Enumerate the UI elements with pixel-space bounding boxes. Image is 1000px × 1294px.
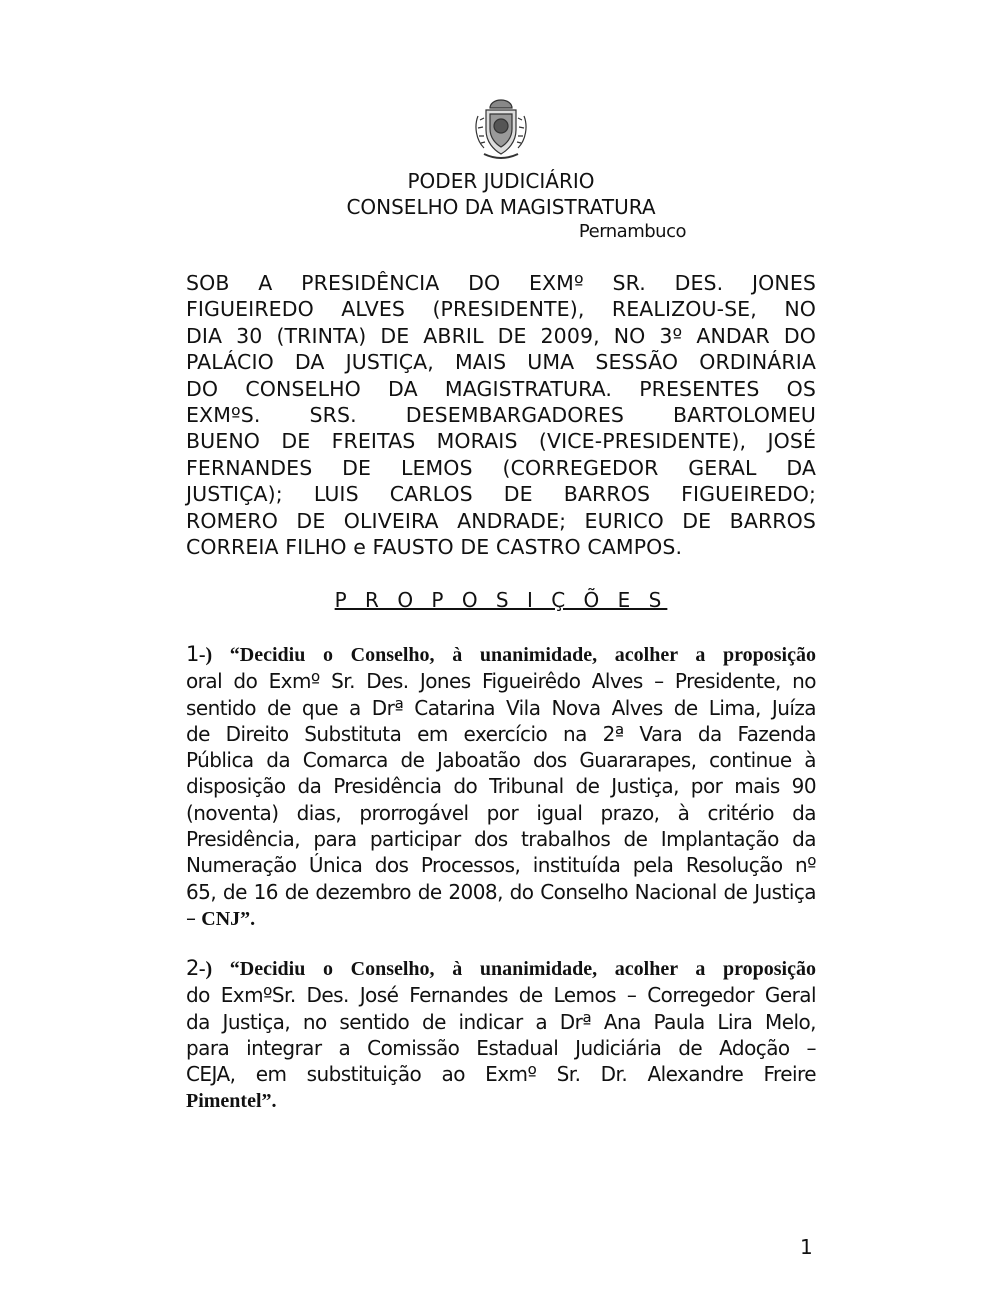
proposition-line: sentido de que a Drª Catarina Vila Nova Alves de Lima, Juíza — [186, 695, 816, 720]
proposition-number: 2 — [186, 956, 199, 980]
proposition-line: de Direito Substituta em exercício na 2ª Vara da Fazenda — [186, 721, 816, 746]
proposition-closing-line — [186, 1087, 816, 1114]
intro-line: JUSTIÇA); LUIS CARLOS DE BARROS FIGUEIREDO; — [186, 482, 816, 507]
proposition-lead: -) “Decidiu o Conselho, à unanimidade, acolher a proposição — [198, 644, 816, 666]
page-number: 1 — [800, 1235, 813, 1259]
intro-line: FIGUEIREDO ALVES (PRESIDENTE), REALIZOU-SE, NO — [186, 297, 816, 322]
proposition-line: do ExmºSr. Des. José Fernandes de Lemos – Corregedor Geral — [186, 983, 816, 1008]
intro-line: BUENO DE FREITAS MORAIS (VICE-PRESIDENTE), JOSÉ — [186, 429, 816, 454]
proposition-number: 1 — [186, 642, 199, 666]
header-state: Pernambuco — [578, 221, 686, 242]
proposition-line: da Justiça, no sentido de indicar a Drª Ana Paula Lira Melo, — [186, 1009, 816, 1034]
section-title-proposicoes: P R O P O S I Ç Õ E S — [334, 588, 668, 612]
proposition-line: Presidência, para participar dos trabalhos de Implantação da — [186, 827, 816, 852]
proposition-line: 65, de 16 de dezembro de 2008, do Conselho Nacional de Justiça — [186, 879, 816, 904]
coat-of-arms-icon — [472, 96, 530, 160]
intro-line: SOB A PRESIDÊNCIA DO EXMº SR. DES. JONES — [186, 271, 816, 295]
proposition-line: disposição da Presidência do Tribunal de Justiça, por mais 90 — [186, 774, 816, 799]
intro-line: DO CONSELHO DA MAGISTRATURA. PRESENTES OS — [186, 376, 816, 401]
proposition-2 — [186, 955, 816, 1115]
proposition-line: oral do Exmº Sr. Des. Jones Figueirêdo Alves – Presidente, no — [186, 669, 816, 694]
proposition-lead-line — [186, 955, 816, 982]
proposition-line: Pública da Comarca de Jaboatão dos Guararapes, continue à — [186, 748, 816, 773]
closing-bold-text: CNJ”. — [201, 907, 256, 930]
header-council: CONSELHO DA MAGISTRATURA — [346, 195, 656, 219]
intro-line: ROMERO DE OLIVEIRA ANDRADE; EURICO DE BARROS — [186, 508, 816, 533]
proposition-line: CEJA, em substituição ao Exmº Sr. Dr. Alexandre Freire — [186, 1062, 816, 1087]
intro-line: DIA 30 (TRINTA) DE ABRIL DE 2009, NO 3º ANDAR DO — [186, 323, 816, 348]
intro-line: FERNANDES DE LEMOS (CORREGEDOR GERAL DA — [186, 455, 816, 480]
header-institution: PODER JUDICIÁRIO — [407, 169, 595, 193]
proposition-line: (noventa) dias, prorrogável por igual prazo, à critério da — [186, 800, 816, 825]
proposition-lead-line — [186, 641, 816, 668]
proposition-line: para integrar a Comissão Estadual Judiciária de Adoção – — [186, 1035, 816, 1060]
proposition-closing-line — [186, 905, 816, 932]
closing-bold-text: Pimentel”. — [186, 1090, 277, 1113]
intro-line: CORREIA FILHO e FAUSTO DE CASTRO CAMPOS. — [186, 535, 683, 560]
session-intro-paragraph — [186, 270, 816, 560]
proposition-lead: -) “Decidiu o Conselho, à unanimidade, acolher a proposição — [198, 958, 816, 980]
intro-line: PALÁCIO DA JUSTIÇA, MAIS UMA SESSÃO ORDINÁRIA — [186, 350, 816, 375]
intro-line: EXMºS. SRS. DESEMBARGADORES BARTOLOMEU — [186, 403, 816, 428]
closing-dash: – — [186, 905, 202, 930]
proposition-1 — [186, 641, 816, 932]
proposition-line: Numeração Única dos Processos, instituída pela Resolução nº — [186, 853, 816, 878]
